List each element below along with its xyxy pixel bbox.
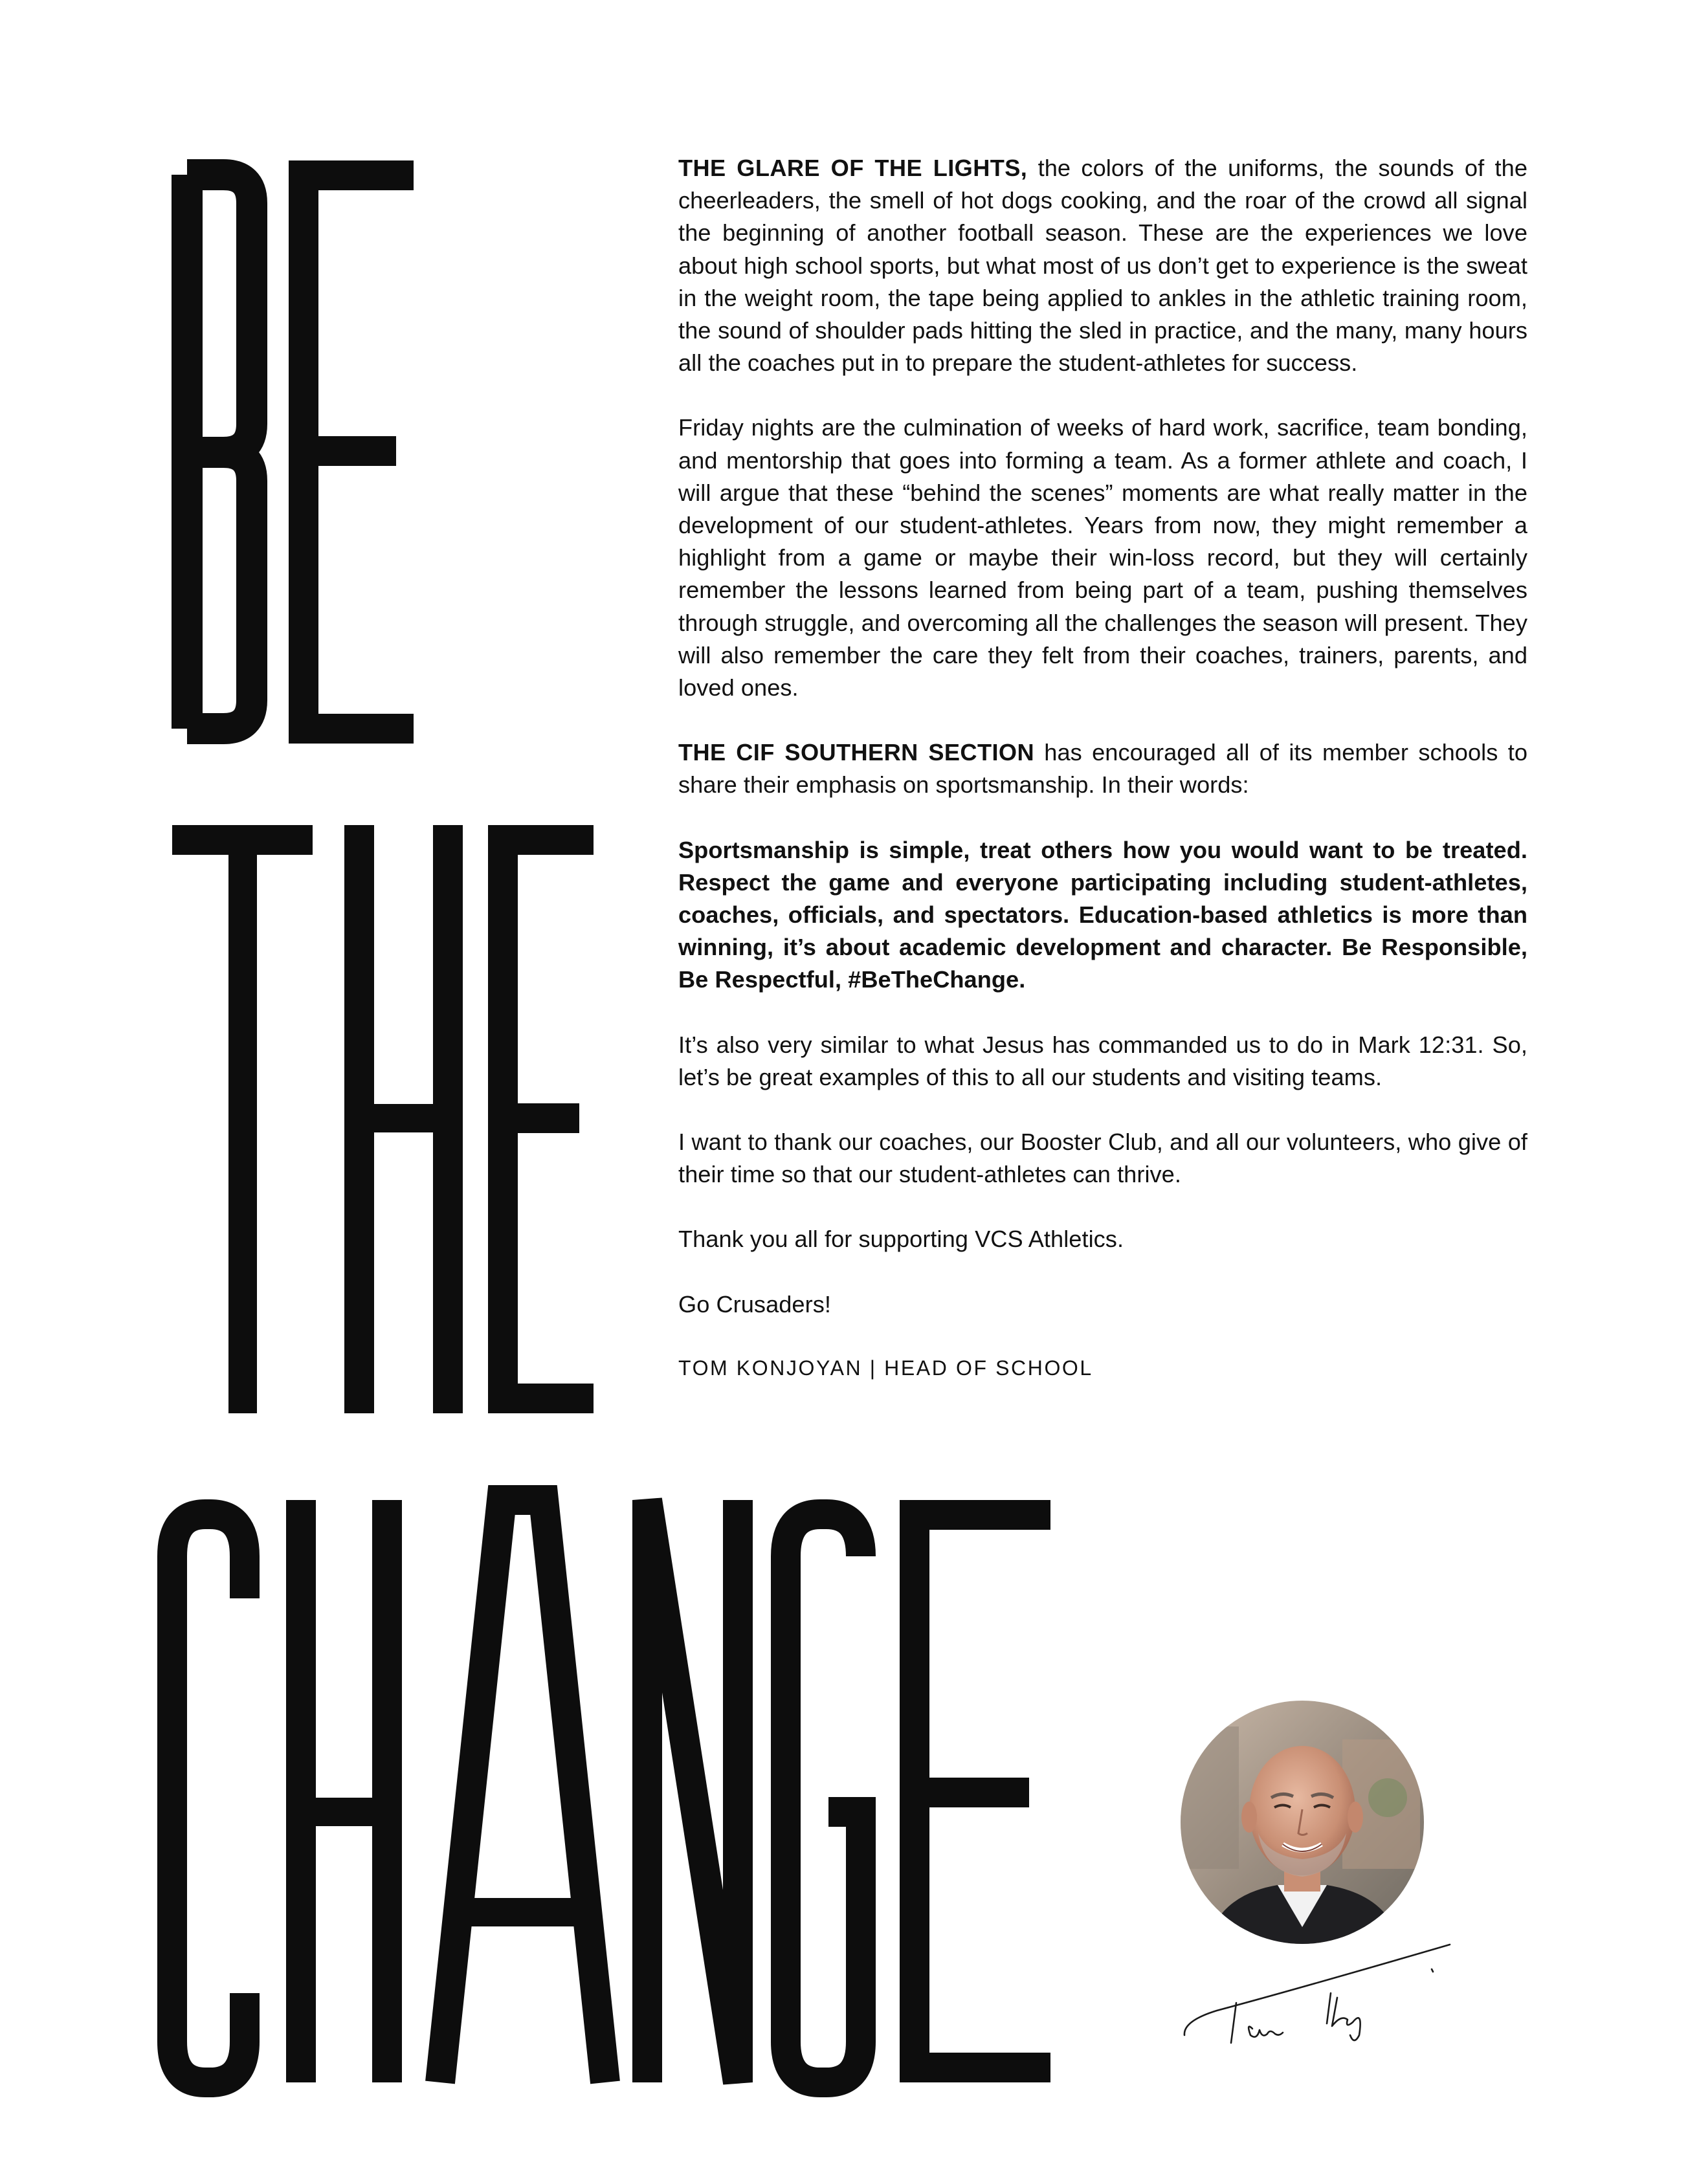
headline-letter-e — [289, 160, 414, 744]
portrait-illustration — [1181, 1701, 1424, 1944]
paragraph-3-lead: THE CIF SOUTHERN SECTION — [678, 739, 1034, 766]
headline-letter-c — [172, 1514, 245, 2082]
handwritten-signature — [1178, 1938, 1463, 2048]
paragraph-3-text: has encouraged all of its member schools to share their emphasis on sportsmanship. In their words: — [678, 739, 1527, 799]
paragraph-5: It’s also very similar to what Jesus has commanded us to do in Mark 12:31. So, let’s be great examples of this to all our students and visiting teams. — [678, 1031, 1527, 1090]
headline-letter-t — [172, 840, 313, 1413]
paragraph-1 — [678, 152, 1527, 379]
headline-letter-h2 — [301, 1500, 387, 2082]
headline-letter-e3 — [900, 1500, 1050, 2082]
paragraph-6: I want to thank our coaches, our Booster Club, and all our volunteers, who give of their time so that our student-athletes can thrive. — [678, 1129, 1527, 1188]
headline-letter-n — [647, 1500, 738, 2082]
paragraph-3 — [678, 736, 1527, 801]
headline-letter-g — [786, 1514, 861, 2082]
paragraph-2: Friday nights are the culmination of weeks of hard work, sacrifice, team bonding, and mentorship that goes into forming a team. As a former athlete and coach, I will argue that these “behind the scenes” moments are what really matter in the development of our student-athletes. Years from now, they might remember a highlight from a game or maybe their win-loss record, but they will certainly remember the lessons learned from being part of a team, pushing themselves through struggle, and overcoming all the challenges the season will present. They will also remember the care they felt from their coaches, trainers, parents, and loved ones. — [678, 414, 1527, 701]
paragraph-1-lead: THE GLARE OF THE LIGHTS, — [678, 155, 1028, 181]
paragraph-8: Go Crusaders! — [678, 1290, 831, 1318]
headline-letter-a — [440, 1500, 605, 2082]
headline-letter-h — [359, 825, 448, 1413]
head-of-school-portrait — [1181, 1701, 1424, 1944]
headline-letter-e2 — [488, 825, 594, 1413]
paragraph-7: Thank you all for supporting VCS Athletics. — [678, 1226, 1124, 1253]
paragraph-1-text: the colors of the uniforms, the sounds of the cheerleaders, the smell of hot dogs cooking, and the roar of the crowd all signal the beginning of another football season. These are the experiences we love about high school sports, but what most of us don’t get to experience is the sweat in the weight room, the tape being applied to ankles in the athletic training room, the sound of shoulder pads hitting the sled in practice, and the many, many hours all the coaches put in to prepare the student-athletes for success. — [678, 155, 1527, 377]
headline-letter-b — [172, 160, 267, 744]
signoff-name-title: TOM KONJOYAN | HEAD OF SCHOOL — [678, 1356, 1093, 1380]
letter-body — [678, 152, 1527, 1353]
sportsmanship-quote: Sportsmanship is simple, treat others how you would want to be treated. Respect the game and everyone participating including student-athletes, coaches, officials, and spectators. Education-based athletics is more than winning, it’s about academic development and character. Be Responsible, Be Respectful, #BeTheChange. — [678, 836, 1527, 993]
